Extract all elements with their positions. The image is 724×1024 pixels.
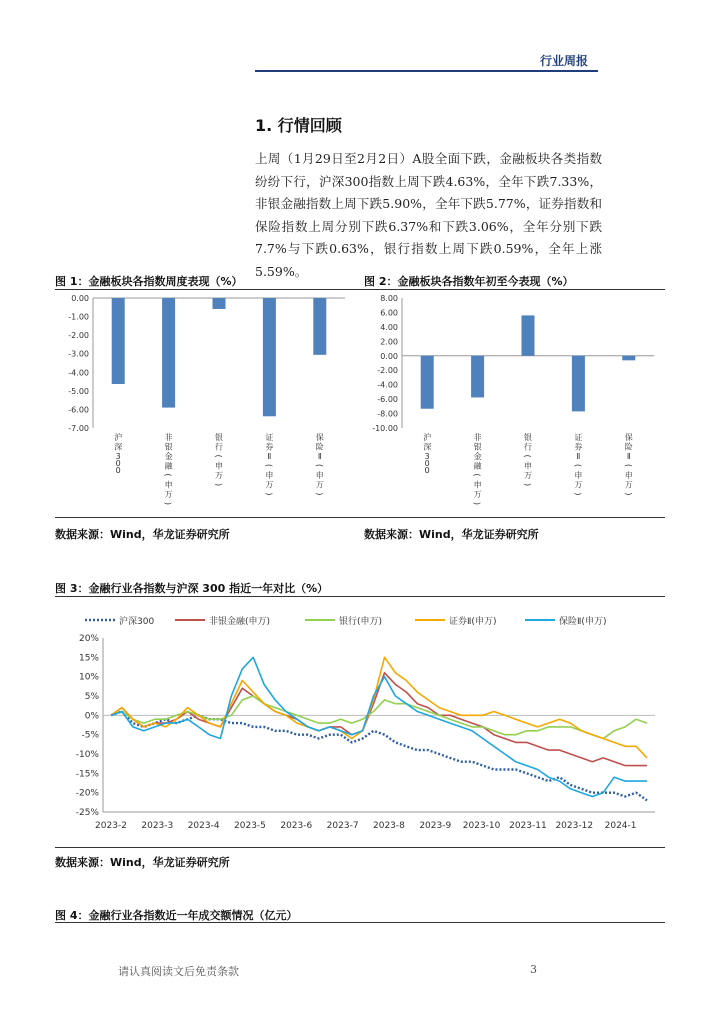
weekly-performance-chart bbox=[55, 292, 355, 512]
fig3-xtick-label: 2023-4 bbox=[187, 821, 220, 831]
fig1-category-char: ( bbox=[264, 463, 274, 468]
fig1-bar bbox=[263, 298, 276, 416]
fig2-category-char: ) bbox=[523, 482, 532, 487]
fig3-xtick-label: 2023-12 bbox=[555, 821, 594, 831]
fig3-ytick-label: -5% bbox=[81, 730, 99, 741]
fig12-bottom-rule bbox=[55, 517, 665, 518]
fig1-category-char: 融 bbox=[164, 461, 173, 471]
fig3-legend-label: 沪深300 bbox=[119, 617, 155, 627]
fig1-ytick-label: -5.00 bbox=[68, 386, 89, 396]
fig3-ytick-label: 0% bbox=[84, 711, 99, 722]
fig1-ytick-label: -6.00 bbox=[68, 405, 89, 415]
fig1-category-char: 万 bbox=[265, 480, 274, 490]
fig2-category-char: 银 bbox=[524, 433, 532, 442]
fig2-source: 数据来源：Wind，华龙证券研究所 bbox=[364, 528, 539, 541]
fig2-category-char: ) bbox=[573, 492, 583, 496]
fig3-source: 数据来源：Wind，华龙证券研究所 bbox=[55, 856, 230, 869]
fig2-category-char: 0 bbox=[424, 459, 430, 468]
fig1-category-char: ) bbox=[264, 492, 274, 496]
fig1-source: 数据来源：Wind，华龙证券研究所 bbox=[55, 528, 230, 541]
fig1-bar bbox=[162, 298, 175, 408]
fig2-category-char: 申 bbox=[624, 471, 633, 480]
fig3-xtick-label: 2023-7 bbox=[326, 821, 359, 831]
fig3-xtick-label: 2024-1 bbox=[604, 821, 637, 831]
fig3-ytick-label: 10% bbox=[78, 672, 99, 683]
fig1-category-char: 非 bbox=[164, 433, 173, 442]
fig2-category-char: ( bbox=[573, 463, 583, 468]
fig1-category-label bbox=[114, 432, 122, 475]
fig2-category-char: 银 bbox=[473, 442, 482, 452]
fig1-category-char: ( bbox=[214, 454, 223, 458]
fig1-category-char: ) bbox=[163, 501, 173, 506]
fig3-legend-label: 保险Ⅱ(申万) bbox=[559, 617, 607, 627]
fig1-category-char: 保 bbox=[315, 433, 324, 442]
one-year-comparison-chart bbox=[55, 600, 665, 845]
section-title: 1. 行情回顾 bbox=[255, 116, 342, 135]
fig2-ytick-label: -8.00 bbox=[377, 409, 398, 419]
fig1-category-char: 证 bbox=[265, 433, 274, 442]
fig2-category-char: ( bbox=[623, 463, 633, 468]
fig2-category-label bbox=[624, 433, 633, 496]
fig2-ytick-label: -6.00 bbox=[377, 395, 398, 405]
fig2-category-char: 沪 bbox=[423, 433, 432, 442]
fig1-category-char: 万 bbox=[164, 490, 173, 499]
fig2-category-char: ( bbox=[523, 454, 532, 458]
report-type-label: 行业周报 bbox=[540, 54, 589, 68]
fig2-bar bbox=[471, 356, 484, 398]
fig1-category-char: 3 bbox=[115, 452, 121, 461]
fig1-ytick-label: -3.00 bbox=[68, 349, 89, 359]
fig1-category-char: 申 bbox=[315, 471, 324, 480]
fig1-category-char: ) bbox=[314, 492, 324, 496]
fig2-category-char: 融 bbox=[473, 461, 482, 471]
fig3-legend-label: 证券Ⅱ(申万) bbox=[449, 617, 497, 627]
fig3-xtick-label: 2023-9 bbox=[419, 821, 452, 831]
fig2-bar bbox=[421, 356, 434, 409]
fig3-ytick-label: -20% bbox=[75, 788, 99, 799]
fig2-category-char: ) bbox=[623, 492, 633, 496]
fig1-category-char: 券 bbox=[265, 442, 274, 452]
fig2-bar bbox=[572, 356, 585, 412]
fig1-category-label bbox=[315, 433, 324, 496]
fig1-category-char: ( bbox=[163, 473, 173, 477]
fig1-category-char: 申 bbox=[215, 461, 223, 471]
fig2-category-char: Ⅱ bbox=[576, 452, 581, 461]
fig2-category-label bbox=[523, 432, 532, 486]
fig2-category-char: 3 bbox=[424, 452, 430, 461]
fig1-category-char: 金 bbox=[164, 452, 173, 461]
fig2-category-char: 万 bbox=[624, 480, 633, 490]
fig1-ytick-label: -2.00 bbox=[68, 331, 89, 341]
fig2-ytick-label: -2.00 bbox=[377, 366, 398, 376]
fig4-top-rule bbox=[55, 922, 665, 923]
fig2-ytick-label: 6.00 bbox=[380, 308, 398, 318]
fig1-bar bbox=[112, 298, 125, 384]
fig1-bar bbox=[313, 298, 326, 355]
fig1-ytick-label: -4.00 bbox=[68, 368, 89, 378]
fig3-legend-label: 非银金融(申万) bbox=[209, 617, 271, 627]
fig1-category-char: 银 bbox=[215, 433, 223, 442]
fig2-category-char: ) bbox=[472, 501, 482, 506]
fig3-ytick-label: 5% bbox=[84, 692, 99, 702]
fig2-title: 图 2：金融板块各指数年初至今表现（%） bbox=[364, 275, 574, 288]
fig2-ytick-label: -10.00 bbox=[372, 424, 398, 433]
fig2-category-char: ( bbox=[472, 473, 482, 477]
fig12-top-rule bbox=[55, 289, 665, 290]
fig2-ytick-label: 2.00 bbox=[380, 337, 398, 347]
fig3-ytick-label: 20% bbox=[78, 634, 99, 644]
fig1-category-char: 0 bbox=[115, 459, 121, 468]
fig3-title: 图 3：金融行业各指数与沪深 300 指近一年对比（%） bbox=[55, 582, 329, 595]
fig1-category-char: 沪 bbox=[114, 433, 123, 442]
fig3-xtick-label: 2023-2 bbox=[95, 821, 127, 831]
fig2-ytick-label: 8.00 bbox=[380, 294, 398, 303]
fig1-category-char: 银 bbox=[164, 442, 173, 452]
fig3-bottom-rule bbox=[55, 847, 665, 848]
fig3-top-rule bbox=[55, 596, 665, 597]
fig1-ytick-label: -1.00 bbox=[68, 312, 89, 322]
fig1-category-char: 申 bbox=[164, 480, 173, 490]
fig2-category-char: 万 bbox=[574, 480, 583, 490]
fig2-category-char: 行 bbox=[524, 442, 532, 452]
fig1-bar bbox=[213, 298, 226, 309]
fig2-category-char: 申 bbox=[473, 480, 482, 490]
fig1-ytick-label: 0.00 bbox=[71, 294, 89, 303]
fig1-category-label bbox=[264, 432, 273, 496]
fig2-category-label bbox=[473, 432, 483, 505]
fig3-xtick-label: 2023-11 bbox=[509, 821, 547, 831]
fig4-title: 图 4：金融行业各指数近一年成交额情况（亿元） bbox=[55, 909, 298, 922]
fig1-category-char: ) bbox=[214, 482, 223, 487]
fig3-ytick-label: -10% bbox=[75, 750, 99, 760]
fig2-category-char: 深 bbox=[423, 442, 432, 452]
fig3-ytick-label: 15% bbox=[78, 653, 99, 664]
fig1-title: 图 1：金融板块各指数周度表现（%） bbox=[55, 275, 243, 288]
fig1-category-label bbox=[164, 432, 174, 505]
fig1-category-char: 0 bbox=[115, 466, 121, 475]
fig2-category-char: 非 bbox=[473, 433, 482, 442]
fig2-ytick-label: 0.00 bbox=[380, 351, 398, 361]
fig2-category-char: 万 bbox=[524, 471, 532, 480]
fig2-bar bbox=[622, 356, 635, 361]
fig1-category-char: 万 bbox=[315, 480, 324, 490]
fig1-category-char: Ⅱ bbox=[267, 452, 272, 461]
fig3-legend-label: 银行(申万) bbox=[339, 617, 383, 627]
ytd-performance-chart bbox=[364, 292, 664, 512]
fig2-category-char: 0 bbox=[424, 466, 430, 475]
fig3-xtick-label: 2023-8 bbox=[373, 821, 405, 831]
fig2-bar bbox=[522, 315, 535, 355]
fig3-series-line bbox=[111, 657, 647, 758]
fig2-category-char: 券 bbox=[574, 442, 583, 452]
fig1-ytick-label: -7.00 bbox=[68, 424, 89, 433]
fig3-ytick-label: -15% bbox=[75, 769, 99, 780]
fig3-ytick-label: -25% bbox=[75, 808, 99, 818]
fig3-xtick-label: 2023-10 bbox=[462, 821, 501, 831]
fig1-category-char: 万 bbox=[215, 471, 223, 480]
fig1-category-char: ( bbox=[314, 463, 324, 468]
fig2-category-char: 保 bbox=[624, 433, 633, 442]
fig2-category-label bbox=[423, 432, 431, 475]
fig1-category-char: 险 bbox=[315, 442, 324, 452]
disclaimer-footer: 请认真阅读文后免责条款 bbox=[118, 965, 239, 978]
fig2-category-char: 万 bbox=[473, 490, 482, 499]
fig2-category-char: 金 bbox=[473, 452, 482, 461]
fig1-category-char: 行 bbox=[215, 442, 223, 452]
fig2-ytick-label: 4.00 bbox=[380, 322, 398, 332]
fig2-category-char: Ⅱ bbox=[626, 452, 631, 461]
fig2-category-label bbox=[573, 432, 582, 496]
fig2-category-char: 险 bbox=[624, 442, 633, 452]
header-rule bbox=[255, 70, 598, 72]
fig1-category-char: 申 bbox=[265, 471, 274, 480]
fig2-category-char: 申 bbox=[524, 461, 532, 471]
fig1-category-label bbox=[214, 432, 223, 486]
market-review-paragraph: 上周（1月29日至2月2日）A股全面下跌，金融板块各类指数纷纷下行，沪深300指数上周下跌4.63%，全年下跌7.33%，非银金融指数上周下跌5.90%，全年下跌5.77%，证券指数和保险指数上周分别下跌6.37%和下跌3.06%，全年分别下跌7.7%与下跌0.63%，银行指数上周下跌0.59%，全年上涨5.59%。 bbox=[255, 151, 602, 279]
page-number: 3 bbox=[530, 963, 537, 976]
fig1-category-char: Ⅱ bbox=[317, 452, 322, 461]
fig2-ytick-label: -4.00 bbox=[377, 380, 398, 390]
fig3-xtick-label: 2023-3 bbox=[141, 821, 174, 831]
fig2-category-char: 证 bbox=[574, 433, 583, 442]
fig2-category-char: 申 bbox=[574, 471, 583, 480]
fig3-xtick-label: 2023-6 bbox=[280, 821, 313, 831]
fig1-category-char: 深 bbox=[114, 442, 123, 452]
fig3-xtick-label: 2023-5 bbox=[234, 821, 266, 831]
